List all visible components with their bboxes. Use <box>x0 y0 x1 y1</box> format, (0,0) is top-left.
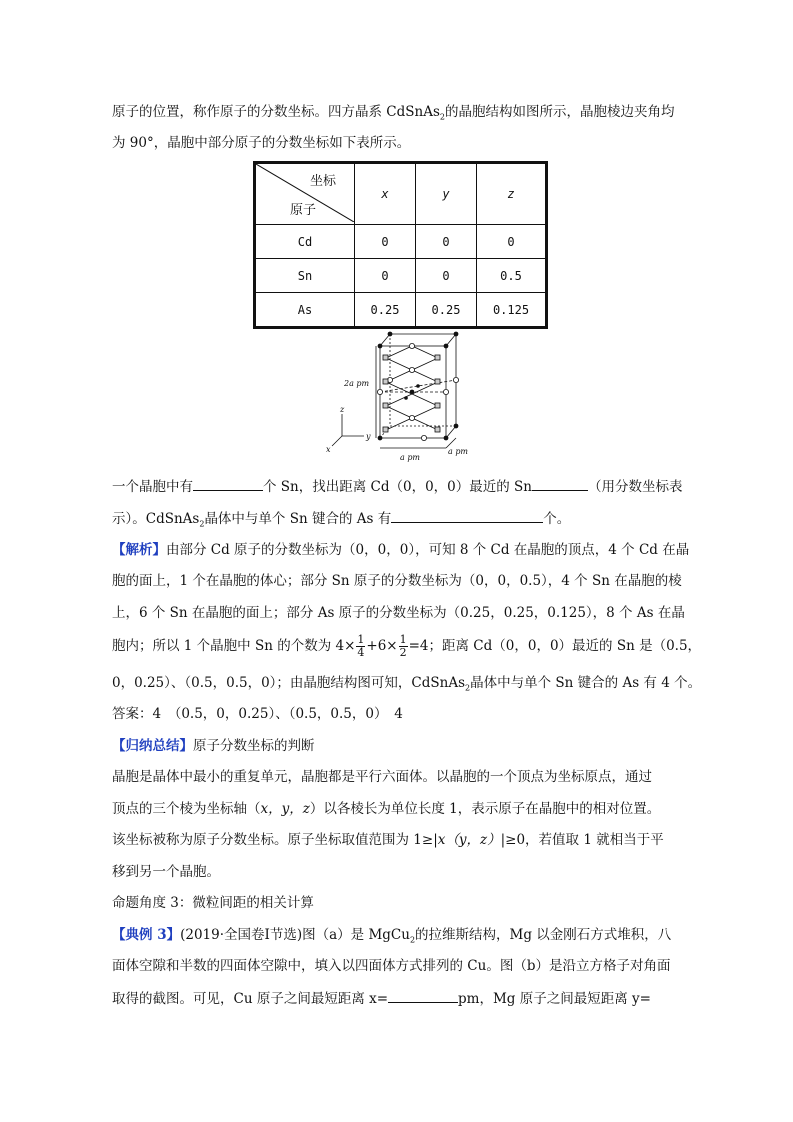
fraction-one-quarter: $\frac{1}{4}$ <box>357 633 365 659</box>
analysis-line-5: 0，0.25）、（0.5，0.5，0）；由晶胞结构图可知，CdSnAs$_2$晶体中与单个 Sn 键合的 As 有 4 个。 <box>112 675 702 693</box>
analysis-line-1: 【解析】由部分 Cd 原子的分数坐标为（0，0，0），可知 8 个 Cd 在晶胞的顶点，4 个 Cd 在晶 <box>112 542 690 558</box>
example-line-3: 取得的截图。可见，Cu 原子之间最短距离 x= pm，Mg 原子之间最短距离 y= <box>112 988 651 1009</box>
intro-line-2: 为 90°，晶胞中部分原子的分数坐标如下表所示。 <box>112 135 411 151</box>
blank-cu-distance <box>388 988 458 1003</box>
column-header-z: z <box>477 163 547 225</box>
analysis-line-3: 上，6 个 Sn 在晶胞的面上；部分 As 原子的分数坐标为（0.25，0.25，0.125），8 个 As 在晶 <box>112 605 685 621</box>
table-row <box>255 259 547 293</box>
axis-x-label: x <box>326 445 331 454</box>
axis-z-label: z <box>340 405 345 414</box>
label-a-pm-side: a pm <box>448 447 469 456</box>
value-cell: 0.25 <box>355 293 416 328</box>
analysis-tag: 【解析】 <box>112 542 166 558</box>
value-cell: 0 <box>416 259 477 293</box>
table-row <box>255 225 547 259</box>
corner-label-atom: 原子 <box>290 203 317 218</box>
answer-line: 答案：4 （0.5，0，0.25）、（0.5，0.5，0） 4 <box>112 706 403 722</box>
blank-sn-count <box>193 476 263 491</box>
atom-cell: As <box>255 293 355 328</box>
summary-tag: 【归纳总结】 <box>112 738 193 754</box>
table-corner-cell <box>255 163 355 225</box>
atom-cell: Cd <box>255 225 355 259</box>
topic-angle-heading: 命题角度 3：微粒间距的相关计算 <box>112 895 314 911</box>
value-cell: 0.125 <box>477 293 547 328</box>
blank-as-count <box>391 508 543 523</box>
fractional-coordinate-table <box>253 161 548 329</box>
corner-label-coord: 坐标 <box>309 174 336 189</box>
column-header-y: y <box>416 163 477 225</box>
analysis-line-4: 胞内；所以 1 个晶胞中 Sn 的个数为 4× $\frac{1}{4}$ +6× $\frac{1}{2}$ =4；距离 Cd（0，0，0）最近的 Sn 是（0.5， <box>112 633 702 659</box>
question-line-1: 一个晶胞中有 个 Sn，找出距离 Cd（0，0，0）最近的 Sn （用分数坐标表 <box>112 476 683 497</box>
example-tag: 【典例 3】 <box>112 927 181 943</box>
value-cell: 0 <box>416 225 477 259</box>
blank-nearest-sn <box>532 476 588 491</box>
value-cell: 0 <box>355 259 416 293</box>
value-cell: 0.25 <box>416 293 477 328</box>
analysis-line-2: 胞的面上，1 个在晶胞的体心；部分 Sn 原子的分数坐标为（0，0，0.5），4 个 Sn 在晶胞的棱 <box>112 573 682 589</box>
label-2a-pm: 2a pm <box>344 379 370 388</box>
atom-cell: Sn <box>255 259 355 293</box>
value-cell: 0 <box>477 225 547 259</box>
summary-line-2: 顶点的三个棱为坐标轴（x，y，z）以各棱长为单位长度 1，表示原子在晶胞中的相对位置。 <box>112 801 661 817</box>
unit-cell-figure <box>320 326 480 466</box>
fraction-one-half: $\frac{1}{2}$ <box>399 633 407 659</box>
label-a-pm-bottom: a pm <box>400 453 421 462</box>
example-line-1: 【典例 3】(2019·全国卷Ⅰ节选)图（a）是 MgCu$_2$的拉维斯结构，Mg 以金刚石方式堆积，八 <box>112 927 672 945</box>
intro-line-1: 原子的位置，称作原子的分数坐标。四方晶系 CdSnAs$_2$的晶胞结构如图所示，晶胞棱边夹角均 <box>112 104 675 122</box>
axis-y-label: y <box>366 432 371 441</box>
column-header-x: x <box>355 163 416 225</box>
summary-heading: 【归纳总结】原子分数坐标的判断 <box>112 738 315 754</box>
summary-line-4: 移到另一个晶胞。 <box>112 864 220 880</box>
example-line-2: 面体空隙和半数的四面体空隙中，填入以四面体方式排列的 Cu。图（b）是沿立方格子对角面 <box>112 958 671 974</box>
table-row <box>255 293 547 328</box>
value-cell: 0 <box>355 225 416 259</box>
summary-line-1: 晶胞是晶体中最小的重复单元，晶胞都是平行六面体。以晶胞的一个顶点为坐标原点，通过 <box>112 769 652 785</box>
value-cell: 0.5 <box>477 259 547 293</box>
question-line-2: 示）。CdSnAs$_2$晶体中与单个 Sn 键合的 As 有 个。 <box>112 508 570 535</box>
summary-line-3: 该坐标被称为原子分数坐标。原子坐标取值范围为 1≥|x（y，z）|≥0，若值取 1 就相当于平 <box>112 832 664 848</box>
